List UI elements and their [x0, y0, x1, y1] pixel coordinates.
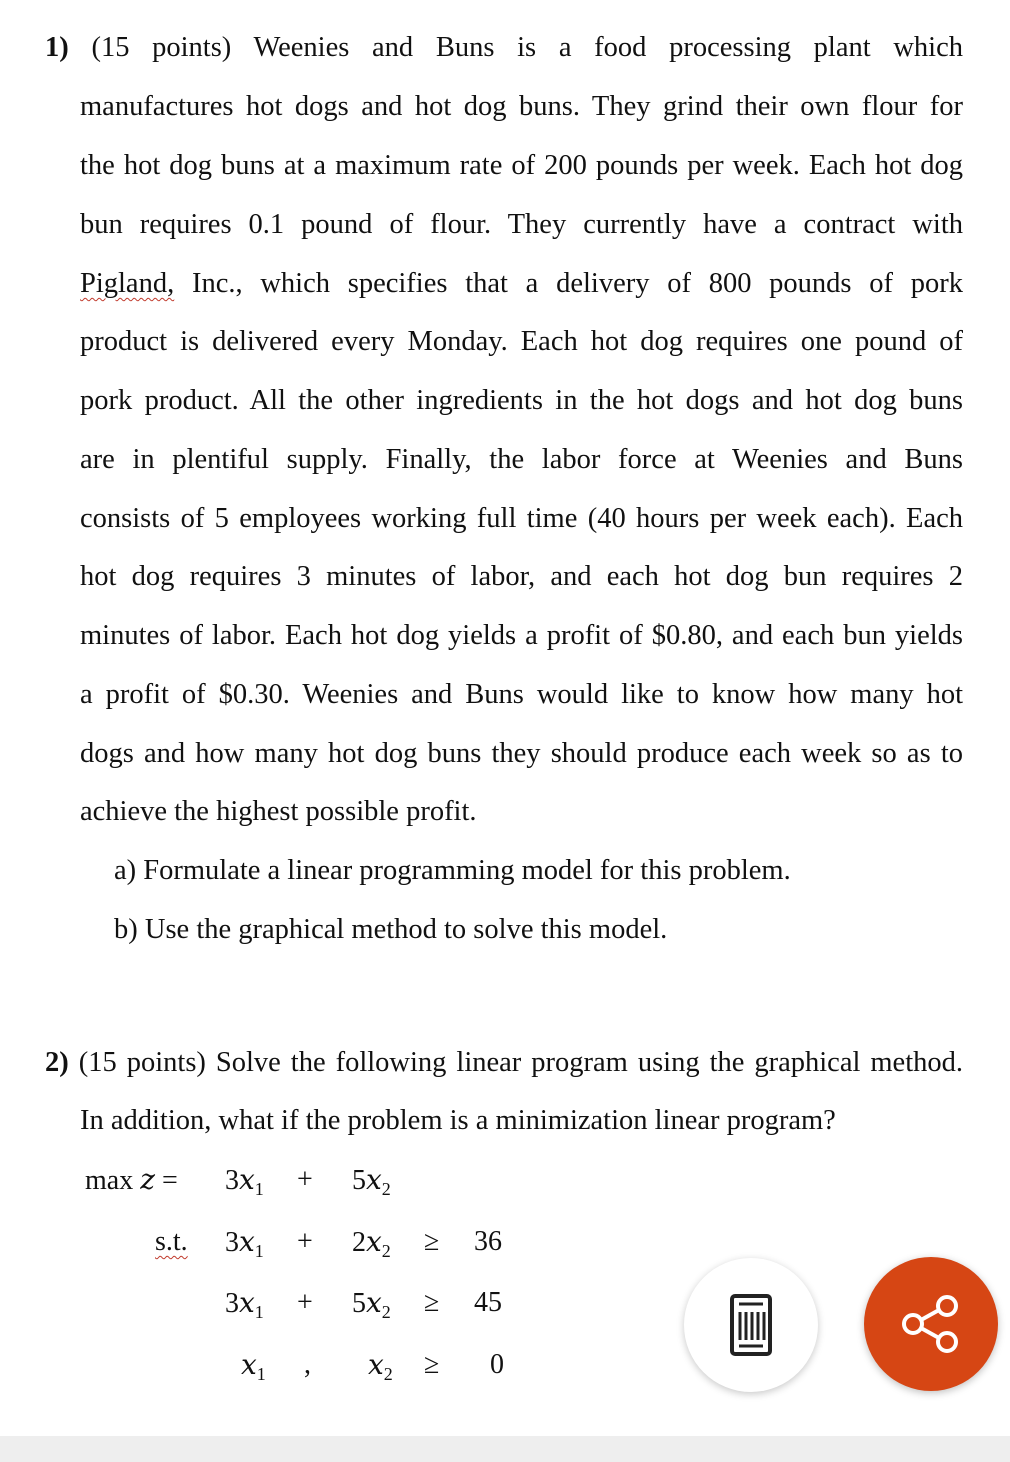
- q1-line-5-rest: Inc., which specifies that a delivery of 800 pounds of pork: [191, 268, 963, 299]
- lp-var: x: [239, 1163, 255, 1196]
- q1-line-2: manufactures hot dogs and hot dog buns. They grind their own flour for: [80, 91, 963, 122]
- q1-line-1: [45, 31, 963, 65]
- lp-row-2-rhs: 45: [474, 1287, 502, 1318]
- lp-row-0-term2: [352, 1163, 391, 1206]
- lp-sub: 2: [383, 1364, 393, 1384]
- lp-z: z: [140, 1163, 155, 1196]
- q2-number: 2): [45, 1047, 69, 1078]
- lp-coef: 5: [352, 1288, 366, 1319]
- q1-line-9: consists of 5 employees working full time (40 hours per week each). Each: [80, 503, 963, 534]
- lp-row-0-term1: [225, 1163, 264, 1206]
- lp-row-2-term1: [225, 1286, 264, 1329]
- lp-sub: 2: [381, 1179, 391, 1199]
- q2-line-2: In addition, what if the problem is a minimization linear program?: [80, 1105, 836, 1136]
- lp-row-2-op: +: [297, 1287, 313, 1318]
- lp-row-1-op: +: [297, 1226, 313, 1257]
- q1-line-4: bun requires 0.1 pound of flour. They currently have a contract with: [80, 209, 963, 240]
- q1-line-8: are in plentiful supply. Finally, the labor force at Weenies and Buns: [80, 444, 963, 475]
- bottom-bar: [0, 1436, 1010, 1462]
- lp-row-0-op: +: [297, 1164, 313, 1195]
- lp-row-3-term2: [368, 1348, 393, 1391]
- q1-line-7: pork product. All the other ingredients in the hot dogs and hot dog buns: [80, 385, 963, 416]
- q1-number: 1): [45, 32, 69, 63]
- lp-row-1-term2: [352, 1225, 391, 1268]
- lp-row-1-rhs: 36: [474, 1226, 502, 1257]
- reader-mode-button[interactable]: [684, 1258, 818, 1392]
- lp-objective-label: [85, 1163, 178, 1198]
- q1-text-line: (15 points) Weenies and Buns is a food processing plant which: [91, 32, 964, 63]
- q1-line-6: product is delivered every Monday. Each hot dog requires one pound of: [80, 326, 963, 357]
- lp-sub: 1: [254, 1179, 264, 1199]
- lp-sub: 2: [381, 1241, 391, 1261]
- lp-sub: 1: [254, 1302, 264, 1322]
- q2-line-1: [45, 1046, 963, 1080]
- lp-sub: 2: [381, 1302, 391, 1322]
- lp-var: x: [366, 1163, 382, 1196]
- lp-sub: 1: [254, 1241, 264, 1261]
- lp-row-3-op: ,: [304, 1349, 311, 1380]
- q1-line-10: hot dog requires 3 minutes of labor, and each hot dog bun requires 2: [80, 561, 963, 592]
- lp-var: x: [241, 1348, 257, 1381]
- lp-coef: 3: [225, 1227, 239, 1258]
- q1-line-14: achieve the highest possible profit.: [80, 796, 477, 827]
- q1-line-5: [80, 267, 963, 301]
- share-icon: [900, 1293, 962, 1355]
- q2-text-line: (15 points) Solve the following linear program using the graphical method.: [78, 1047, 963, 1078]
- lp-row-3-term1: [241, 1348, 266, 1391]
- lp-var: x: [366, 1225, 382, 1258]
- lp-st-label: [155, 1225, 188, 1259]
- share-button[interactable]: [864, 1257, 998, 1391]
- pigland-word: Pigland,: [80, 268, 175, 299]
- q1-line-13: dogs and how many hot dog buns they should produce each week so as to: [80, 738, 963, 769]
- q1-line-11: minutes of labor. Each hot dog yields a profit of $0.80, and each bun yields: [80, 620, 963, 651]
- lp-coef: 3: [225, 1165, 239, 1196]
- lp-row-3-rhs: 0: [490, 1349, 504, 1380]
- lp-coef: 3: [225, 1288, 239, 1319]
- reader-mode-icon: [729, 1293, 773, 1357]
- lp-row-2-rel: ≥: [424, 1287, 440, 1318]
- q1-part-b: b) Use the graphical method to solve this model.: [114, 914, 668, 945]
- q1-part-a: a) Formulate a linear programming model for this problem.: [114, 855, 791, 886]
- q1-line-3: the hot dog buns at a maximum rate of 200 pounds per week. Each hot dog: [80, 150, 963, 181]
- q1-line-12: a profit of $0.30. Weenies and Buns would like to know how many hot: [80, 679, 963, 710]
- lp-row-2-term2: [352, 1286, 391, 1329]
- lp-var: x: [239, 1286, 255, 1319]
- lp-row-3-rel: ≥: [424, 1349, 440, 1380]
- lp-coef: 2: [352, 1227, 366, 1258]
- lp-row-1-rel: ≥: [424, 1226, 440, 1257]
- lp-var: x: [366, 1286, 382, 1319]
- lp-st: s.t.: [155, 1226, 188, 1257]
- lp-sub: 1: [256, 1364, 266, 1384]
- lp-max: max: [85, 1165, 134, 1196]
- lp-row-1-term1: [225, 1225, 264, 1268]
- lp-eq: =: [161, 1165, 178, 1196]
- lp-var: x: [368, 1348, 384, 1381]
- lp-var: x: [239, 1225, 255, 1258]
- lp-coef: 5: [352, 1165, 366, 1196]
